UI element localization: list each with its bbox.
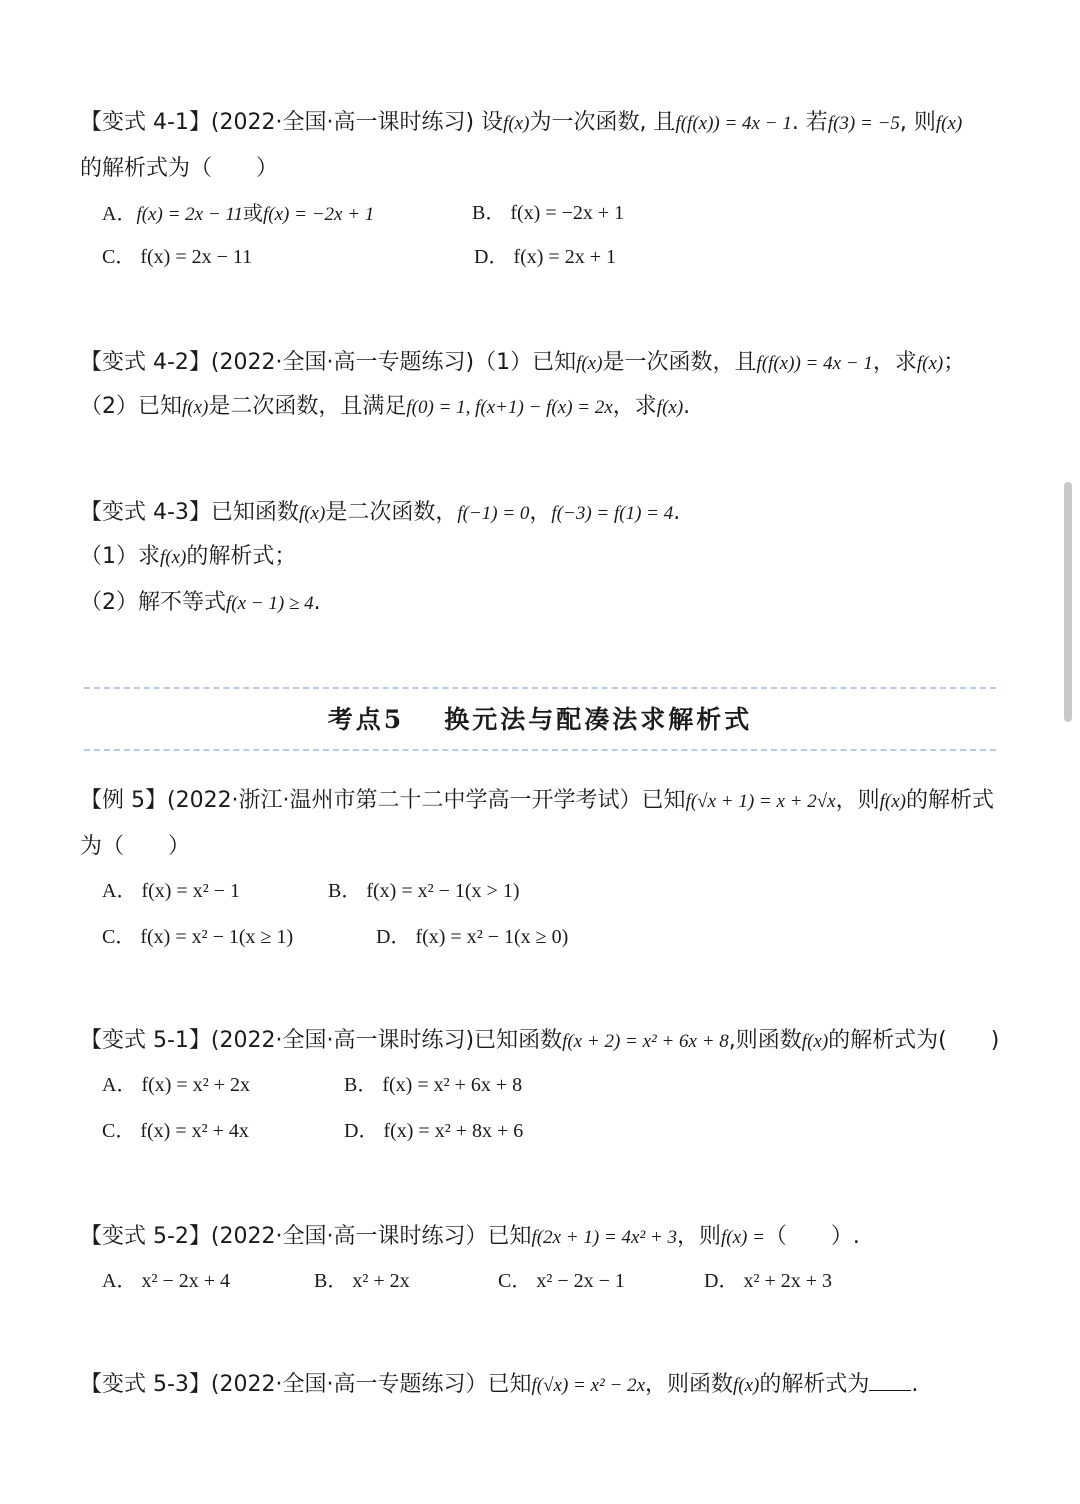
v43-source: 【变式 4-3】已知函数: [80, 500, 299, 525]
v41-text: 为一次函数, 且: [529, 110, 676, 135]
v42-fx2: f(x): [916, 353, 944, 374]
ex5-option-b[interactable]: B． f(x) = x² − 1(x > 1): [328, 880, 520, 902]
v52-stem-line1: [80, 1222, 860, 1253]
v51-fx: f(x): [801, 1031, 829, 1052]
v43-text4: .: [313, 590, 321, 615]
v41-option-d[interactable]: D． f(x) = 2x + 1: [474, 246, 616, 268]
v53-eq: f(√x) = x² − 2x: [531, 1375, 645, 1396]
v41-option-a[interactable]: [102, 198, 374, 230]
v52-eq: f(2x + 1) = 4x² + 3: [531, 1227, 677, 1248]
v43-sep: ，: [529, 500, 552, 525]
v43-eq3: f(x − 1) ≥ 4: [226, 593, 314, 614]
option-label: A．: [102, 203, 137, 225]
v53-stem-line1: [80, 1370, 918, 1401]
option-math: f(x) = 2x − 11: [136, 204, 243, 225]
v43-fx: f(x): [298, 503, 326, 524]
v41-stem-line2: 的解析式为（ ）: [80, 156, 279, 181]
v51-source: 【变式 5-1】(2022·全国·高一课时练习)已知函数: [80, 1028, 563, 1053]
v43-text2: .: [673, 500, 681, 525]
v42-fx4: f(x): [656, 397, 684, 418]
v43-eq1: f(−1) = 0: [457, 503, 530, 524]
option-or: 或: [243, 201, 263, 225]
v43-part1: （1）求: [80, 544, 160, 569]
v42-text6: .: [683, 394, 691, 419]
v41-eq: f(f(x)) = 4x − 1: [675, 113, 792, 134]
v42-text2: ，求: [872, 350, 917, 375]
v41-eq2: f(3) = −5: [827, 113, 900, 134]
v53-text2: 的解析式为: [759, 1372, 870, 1397]
v53-source: 【变式 5-3】(2022·全国·高一专题练习）已知: [80, 1372, 532, 1397]
v51-option-b[interactable]: B． f(x) = x² + 6x + 8: [344, 1074, 523, 1096]
ex5-option-d[interactable]: D． f(x) = x² − 1(x ≥ 0): [376, 926, 569, 948]
v53-fx: f(x): [733, 1375, 760, 1396]
v52-source: 【变式 5-2】(2022·全国·高一课时练习）已知: [80, 1224, 532, 1249]
v43-stem-line1: [80, 498, 680, 529]
v52-text: ，则: [676, 1224, 721, 1249]
v41-source: 【变式 4-1】(2022·全国·高一课时练习) 设: [80, 110, 504, 135]
section-title: [0, 700, 1080, 736]
v43-fx2: f(x): [160, 547, 187, 568]
v52-eq2: f(x) =: [720, 1227, 765, 1248]
v42-text5: ，求: [612, 394, 657, 419]
v42-part2: （2）已知: [80, 394, 182, 419]
v42-fx: f(x): [576, 353, 603, 374]
v41-fx: f(x): [503, 113, 530, 134]
section-divider-bottom: [84, 749, 996, 751]
ex5-fx: f(x): [879, 791, 907, 812]
v42-eq2: f(0) = 1, f(x+1) − f(x) = 2x: [406, 397, 613, 418]
section-number: 考点5: [327, 705, 405, 734]
v42-stem-line1: [80, 348, 965, 379]
v52-option-d[interactable]: D． x² + 2x + 3: [704, 1270, 832, 1292]
v51-option-c[interactable]: C． f(x) = x² + 4x: [102, 1120, 249, 1142]
v53-text3: .: [911, 1372, 919, 1397]
v42-eq: f(f(x)) = 4x − 1: [756, 353, 873, 374]
v42-text4: 是二次函数，且满足: [208, 394, 407, 419]
v41-text2: . 若: [791, 110, 828, 135]
v41-fx2: f(x): [935, 113, 963, 134]
ex5-stem-line1: [80, 786, 994, 817]
v43-stem-line3: [80, 588, 321, 619]
ex5-stem-line2: 为（ ）: [80, 834, 191, 859]
ex5-text2: 的解析式: [906, 788, 995, 813]
v51-option-d[interactable]: D． f(x) = x² + 8x + 6: [344, 1120, 524, 1142]
ex5-source: 【例 5】(2022·浙江·温州市第二十二中学高一开学考试）已知: [80, 788, 686, 813]
section-name: 换元法与配凑法求解析式: [444, 705, 753, 734]
v51-text: ,则函数: [728, 1028, 802, 1053]
v52-option-b[interactable]: B． x² + 2x: [314, 1270, 410, 1292]
v41-option-b[interactable]: B． f(x) = −2x + 1: [472, 202, 625, 224]
v43-text3: 的解析式；: [186, 544, 297, 569]
v42-fx3: f(x): [182, 397, 209, 418]
ex5-text: ，则: [835, 788, 880, 813]
ex5-option-a[interactable]: A． f(x) = x² − 1: [102, 880, 240, 902]
v43-part2: （2）解不等式: [80, 590, 226, 615]
v41-stem-line1: [80, 108, 962, 139]
v51-stem-line1: [80, 1026, 999, 1057]
vertical-scrollbar[interactable]: [1064, 482, 1072, 722]
v43-stem-line2: [80, 542, 296, 573]
v42-source: 【变式 4-2】(2022·全国·高一专题练习)（1）已知: [80, 350, 577, 375]
v42-text3: ；: [943, 350, 966, 375]
v51-option-a[interactable]: A． f(x) = x² + 2x: [102, 1074, 250, 1096]
v53-text: ，则函数: [645, 1372, 734, 1397]
v41-option-c[interactable]: C． f(x) = 2x − 11: [102, 246, 253, 268]
ex5-option-c[interactable]: C． f(x) = x² − 1(x ≥ 1): [102, 926, 294, 948]
v51-text2: 的解析式为( ): [828, 1028, 1000, 1053]
section-divider-top: [84, 687, 996, 689]
v51-eq: f(x + 2) = x² + 6x + 8: [562, 1031, 729, 1052]
v41-text3: , 则: [899, 110, 936, 135]
v43-eq2: f(−3) = f(1) = 4: [551, 503, 674, 524]
option-math2: f(x) = −2x + 1: [263, 204, 375, 225]
v42-stem-line2: [80, 392, 690, 423]
v52-option-a[interactable]: A． x² − 2x + 4: [102, 1270, 230, 1292]
v52-option-c[interactable]: C． x² − 2x − 1: [498, 1270, 625, 1292]
v42-text: 是一次函数，且: [602, 350, 757, 375]
answer-blank[interactable]: [869, 1370, 911, 1391]
v43-text: 是二次函数，: [325, 500, 458, 525]
ex5-eq: f(√x + 1) = x + 2√x: [685, 791, 836, 812]
v52-text2: （ ）.: [764, 1224, 860, 1249]
